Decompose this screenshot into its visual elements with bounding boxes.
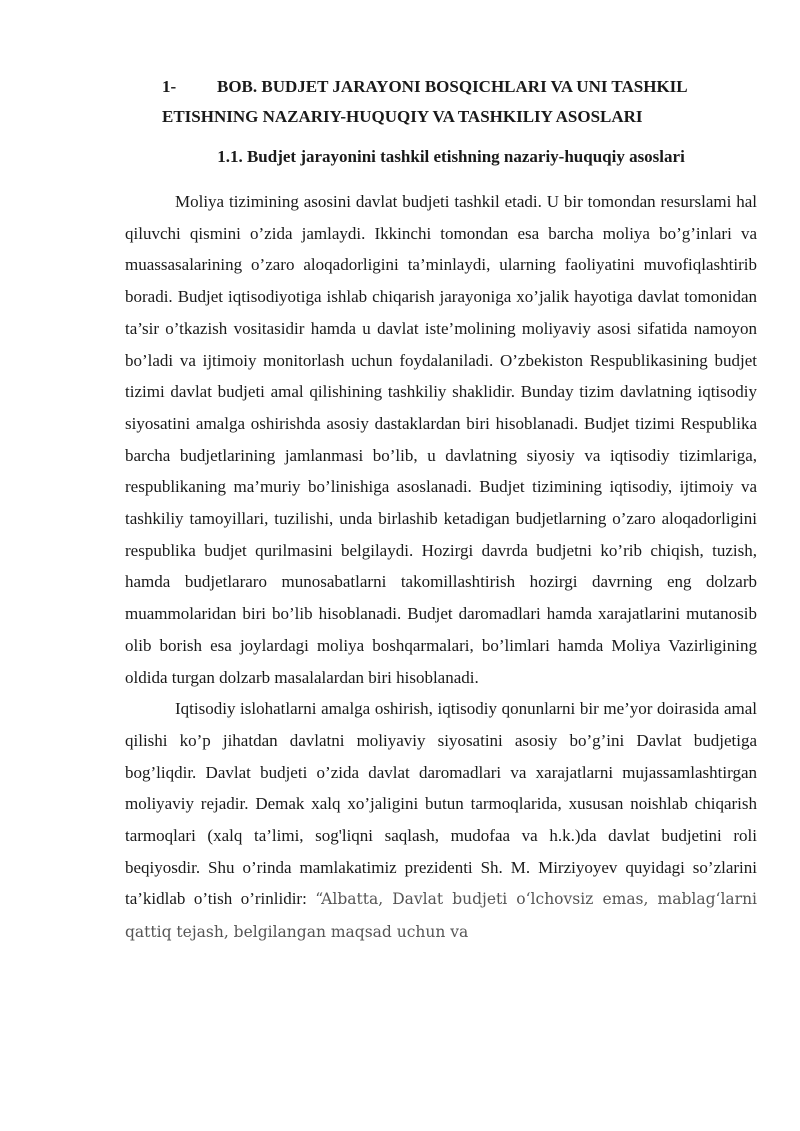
- chapter-title-line-1: BOB. BUDJET JARAYONI BOSQICHLARI VA UNI TASHKIL: [217, 77, 688, 96]
- paragraph-1: Moliya tizimining asosini davlat budjeti tashkil etadi. U bir tomondan resurslami hal qiluvchi qismini o’zida jamlaydi. Ikkinchi tomondan esa barcha moliya bo’g’inlari va muassasalarining o’zaro aloqadorligini ta’minlaydi, ularning faoliyatini muvofiqlashtirib boradi. Budjet iqtisodiyotiga ishlab chiqarish jarayoniga xo’jalik hayotiga davlat tomonidan ta’sir o’tkazish vositasidir hamda u davlat iste’molining moliyaviy asosi sifatida namoyon bo’ladi va ijtimoiy monitorlash uchun foydalaniladi. O’zbekiston Respublikasining budjet tizimi davlat budjeti amal qilishining tashkiliy shaklidir. Bunday tizim davlatning iqtisodiy siyosatini amalga oshirishda asosiy dastaklardan biri hisoblanadi. Budjet tizimi Respublika barcha budjetlarining jamlanmasi bo’lib, u davlatning siyosiy va iqtisodiy tizimlariga, respublikaning ma’muriy bo’linishiga asoslanadi. Budjet tizimining iqtisodiy, ijtimoiy va tashkiliy tamoyillari, tuzilishi, unda birlashib ketadigan budjetlarning o’zaro aloqadorligini respublika budjet qurilmasini belgilaydi. Hozirgi davrda budjetni ko’rib chiqish, tuzish, hamda budjetlararo munosabatlarni takomillashtirish hozirgi davrning eng dolzarb muammolaridan biri bo’lib hisoblanadi. Budjet daromadlari hamda xarajatlarini mutanosib olib borish esa joylardagi moliya boshqarmalari, bo’limlari hamda Moliya Vazirligining oldida turgan dolzarb masalalardan biri hisoblanadi.: [125, 192, 757, 687]
- chapter-number: 1-: [162, 77, 177, 96]
- presidential-quote: “Albatta, Davlat budjeti oʻlchovsiz emas, mablagʻlarni qattiq tejash, belgilangan maqsad uchun va: [125, 890, 758, 942]
- paragraph-2-text: Iqtisodiy islohatlarni amalga oshirish, iqtisodiy qonunlarni bir me’yor doirasida amal qilishi ko’p jihatdan davlatni moliyaviy siyosatini asosiy bo’g’ini Davlat budjetiga bog’liqdir. Davlat budjeti o’zida davlat daromadlari va xarajatlarni mujassamlashtirgan moliyaviy rejadir. Demak xalq xo’jaligini butun tarmoqlarida, xususan noishlab chiqarish tarmoqlari (xalq ta’limi, sog'liqni saqlash, mudofaa va h.k.)da davlat budjetini roli beqiyosdir. Shu o’rinda mamlakatimiz prezidenti Sh. M. Mirziyoyev quyidagi so’zlarini ta’kidlab o’tish o’rinlidir:: [125, 699, 757, 909]
- paragraph-2: [125, 693, 757, 949]
- chapter-heading: [125, 72, 757, 132]
- document-page: [125, 72, 757, 949]
- section-heading: 1.1. Budjet jarayonini tashkil etishning nazariy-huquqiy asoslari: [217, 147, 685, 166]
- chapter-title-line-2: ETISHNING NAZARIY-HUQUQIY VA TASHKILIY ASOSLARI: [162, 107, 643, 126]
